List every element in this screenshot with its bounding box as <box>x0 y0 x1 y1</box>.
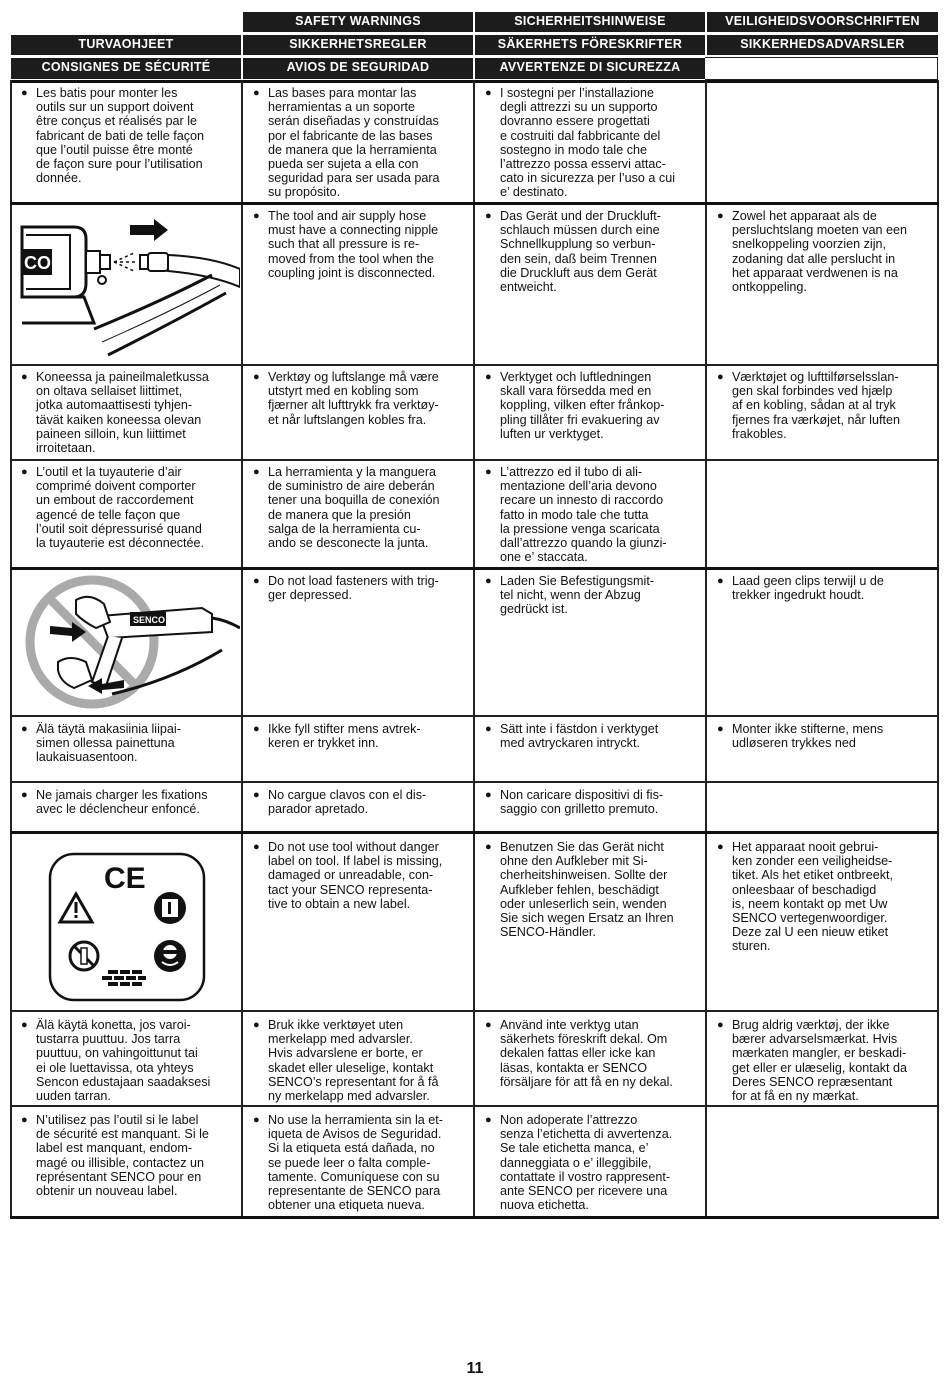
cell-r9-no: ● Bruk ikke verktøyet uten merkelapp med advarsler. Hvis advarslene er borte, er skadet eller uleselige, kontakt SENCO’s representant for å få ny merkelapp med advarsler. <box>253 1018 439 1104</box>
cell-r3-no: ● Verktøy og luftslange må være utstyrt med en kobling som fjærner alt lufttrykk fra verktøy- et når luftslangen kobles fra. <box>253 370 439 427</box>
row-separator <box>10 781 939 783</box>
header-sakerhets-foreskrifter: SÄKERHETS FÖRESKRIFTER <box>475 35 705 55</box>
cell-r8-nl: ● Het apparaat nooit gebrui- ken zonder een veiligheidse- tiket. Als het etiket ontbreekt, onleesbaar of beschadigd is, neem kontakt op met Uw SENCO vertegenwoordiger. Deze zal U een nieuw etiket sturen. <box>717 840 894 954</box>
cell-r4-fr: ● L’outil et la tuyauterie d’air comprimé doivent comporter un embout de raccordement agencé de telle façon que l’outil soit dépressurisé quand la tuyauterie est déconnectée. <box>21 465 205 551</box>
illustration-air-hose-coupling <box>12 205 240 363</box>
illustration-safety-label <box>12 834 240 1009</box>
brick-icon <box>102 970 146 986</box>
cell-r2-en: ● The tool and air supply hose must have a connecting nipple such that all pressure is re- moved from the tool when the coupling joint is disconnected. <box>253 209 439 280</box>
cell-r1-fr: ● Les batis pour monter les outils sur un support doivent être conçus et réalisés par le fabricant de bati de telle façon que l’outil puisse être monté de façon sure pour l’utilisation donnée. <box>21 86 205 186</box>
cell-r3-da: ● Værktøjet og lufttilførselsslan- gen skal forbindes ved hjælp af en kobling, sådan at al tryk fjernes fra værkøjet, når luften frakobles. <box>717 370 900 441</box>
cell-r1-it: ● I sostegni per l’installazione degli attrezzi su un supporto dovranno essere progettati e costruiti dal fabbricante del sostegno in modo tale che l’attrezzo possa esservi attac- cato in sicurezza per l’uso a cui e’ destinato. <box>485 86 675 200</box>
cell-r5-nl: ● Laad geen clips terwijl u de trekker ingedrukt houdt. <box>717 574 884 603</box>
cell-r6-fi: ● Älä täytä makasiinia liipai- simen ollessa painettuna laukaisuasentoon. <box>21 722 181 765</box>
cell-r9-sv: ● Använd inte verktyg utan säkerhets föreskrift dekal. Om dekalen fattas eller icke kan läsas, kontakta er SENCO försäljare för att få en ny dekal. <box>485 1018 673 1089</box>
cell-r5-en: ● Do not load fasteners with trig- ger depressed. <box>253 574 439 603</box>
header-avios: AVIOS DE SEGURIDAD <box>243 58 473 79</box>
table-bottom-rule <box>10 1216 939 1219</box>
cell-r10-fr: ● N’utilisez pas l’outil si le label de sécurité est manquant. Si le label est manquant, endom- magé ou illisible, contactez un représentant SENCO pour en obtenir un nouveau label. <box>21 1113 209 1199</box>
nailer-logo-text: SENCO <box>133 615 166 625</box>
illustration-no-trigger-loading <box>12 570 240 714</box>
cell-r5-de: ● Laden Sie Befestigungsmit- tel nicht, wenn der Abzug gedrückt ist. <box>485 574 655 617</box>
row-separator <box>10 459 939 461</box>
row-separator <box>10 1010 939 1012</box>
cell-r7-fr: ● Ne jamais charger les fixations avec le déclencheur enfoncé. <box>21 788 208 817</box>
ce-mark: CE <box>104 862 146 895</box>
cell-r3-sv: ● Verktyget och luftledningen skall vara försedda med en koppling, vilken efter frånkop- pling tillåter fri evakuering av luften ur verktyget. <box>485 370 665 441</box>
cell-r8-de: ● Benutzen Sie das Gerät nicht ohne den Aufkleber mit Si- cherheitshinweisen. Sollte der Aufkleber fehlen, beschädigt oder unleserlich sein, wenden Sie sich wegen Ersatz an Ihren SENCO-Händler. <box>485 840 674 940</box>
header-veiligheidsvoorschriften: VEILIGHEIDSVOORSCHRIFTEN <box>707 12 938 32</box>
cell-r6-sv: ● Sätt inte i fästdon i verktyget med avtryckaren intryckt. <box>485 722 659 751</box>
cell-r7-es: ● No cargue clavos con el dis- parador apretado. <box>253 788 427 817</box>
cell-r7-it: ● Non caricare dispositivi di fis- saggio con grilletto premuto. <box>485 788 664 817</box>
tool-logo-text: CO <box>24 253 51 273</box>
cell-r3-fi: ● Koneessa ja paineilmaletkussa on oltava sellaiset liittimet, jotka automaattisesti tyhjen- tävät kaiken koneessa olevan paineen silloin, kun liittimet irroitetaan. <box>21 370 209 456</box>
cell-r9-fi: ● Älä käytä konetta, jos varoi- tustarra puuttuu. Jos tarra puuttuu, on vahingoittunut tai ei ole luettavissa, ota yhteys Sencon edustajaan saadaksesi uuden tarran. <box>21 1018 211 1104</box>
header-avvertenze: AVVERTENZE DI SICUREZZA <box>475 58 705 79</box>
cell-r6-no: ● Ikke fyll stifter mens avtrek- keren er trykket inn. <box>253 722 421 751</box>
column-divider-2 <box>473 80 475 1218</box>
row-separator <box>10 715 939 717</box>
cell-r4-es: ● La herramienta y la manguera de suministro de aire deberán tener una boquilla de conexión de manera que la presión salga de la herramienta cu- ando se desconecte la junta. <box>253 465 440 551</box>
header-sikkerhedsadvarsler: SIKKERHEDSADVARSLER <box>707 35 938 55</box>
cell-r10-it: ● Non adoperate l’attrezzo senza l’etichetta di avvertenza. Se tale etichetta manca, e’ danneggiata o e’ illeggibile, contattate il vostro rappresent- ante SENCO per ricevere una nuova etichetta. <box>485 1113 673 1213</box>
row-separator <box>10 1105 939 1107</box>
header-turvaohjeet: TURVAOHJEET <box>11 35 241 55</box>
page-number: 11 <box>466 1360 484 1377</box>
column-divider-3 <box>705 80 707 1218</box>
cell-r2-de: ● Das Gerät und der Druckluft- schlauch müssen durch eine Schnellkupplung so verbun- den sein, daß beim Trennen die Druckluft aus dem Gerät entweicht. <box>485 209 661 295</box>
header-sicherheitshinweise: SICHERHEITSHINWEISE <box>475 12 705 32</box>
cell-r2-nl: ● Zowel het apparaat als de persluchtslang moeten van een snelkoppeling voorzien zijn, zodaning dat alle perslucht in het apparaat verdwenen is na ontkoppeling. <box>717 209 908 295</box>
header-safety-warnings: SAFETY WARNINGS <box>243 12 473 32</box>
header-sikkerhetsregler: SIKKERHETSREGLER <box>243 35 473 55</box>
header-empty-cell <box>705 57 938 80</box>
cell-r9-da: ● Brug aldrig værktøj, der ikke bærer advarselsmærkat. Hvis mærkaten mangler, er beskadi- get eller er ulæselig, kontakt da Deres SENCO repræsentant for at få en ny mærkat. <box>717 1018 908 1104</box>
header-consignes: CONSIGNES DE SÉCURITÉ <box>11 58 241 79</box>
cell-r10-es: ● No use la herramienta sin la et- iqueta de Avisos de Seguridad. Si la etiqueta está dañada, no se puede leer o falta comple- tamente. Comuníquese con su representante de SENCO para obtener una etiqueta nueva. <box>253 1113 443 1213</box>
cell-r8-en: ● Do not use tool without danger label on tool. If label is missing, damaged or unreadable, con- tact your SENCO representa- tive to obtain a new label. <box>253 840 443 911</box>
cell-r4-it: ● L’attrezzo ed il tubo di ali- mentazione dell’aria devono recare un innesto di raccordo fatto in modo tale che tutta la pressione venga scaricata dall’attrezzo quando la giunzi- one e’ staccata. <box>485 465 667 565</box>
column-divider-1 <box>241 80 243 1218</box>
cell-r6-da: ● Monter ikke stifterne, mens udløseren trykkes ned <box>717 722 884 751</box>
cell-r1-es: ● Las bases para montar las herramientas a un soporte serán diseñadas y construídas por el fabricante de las bases de manera que la herramienta pueda ser sujeta a ella con seguridad para ser usada para su propósito. <box>253 86 440 200</box>
row-separator <box>10 364 939 366</box>
table-right-border <box>937 80 939 1218</box>
